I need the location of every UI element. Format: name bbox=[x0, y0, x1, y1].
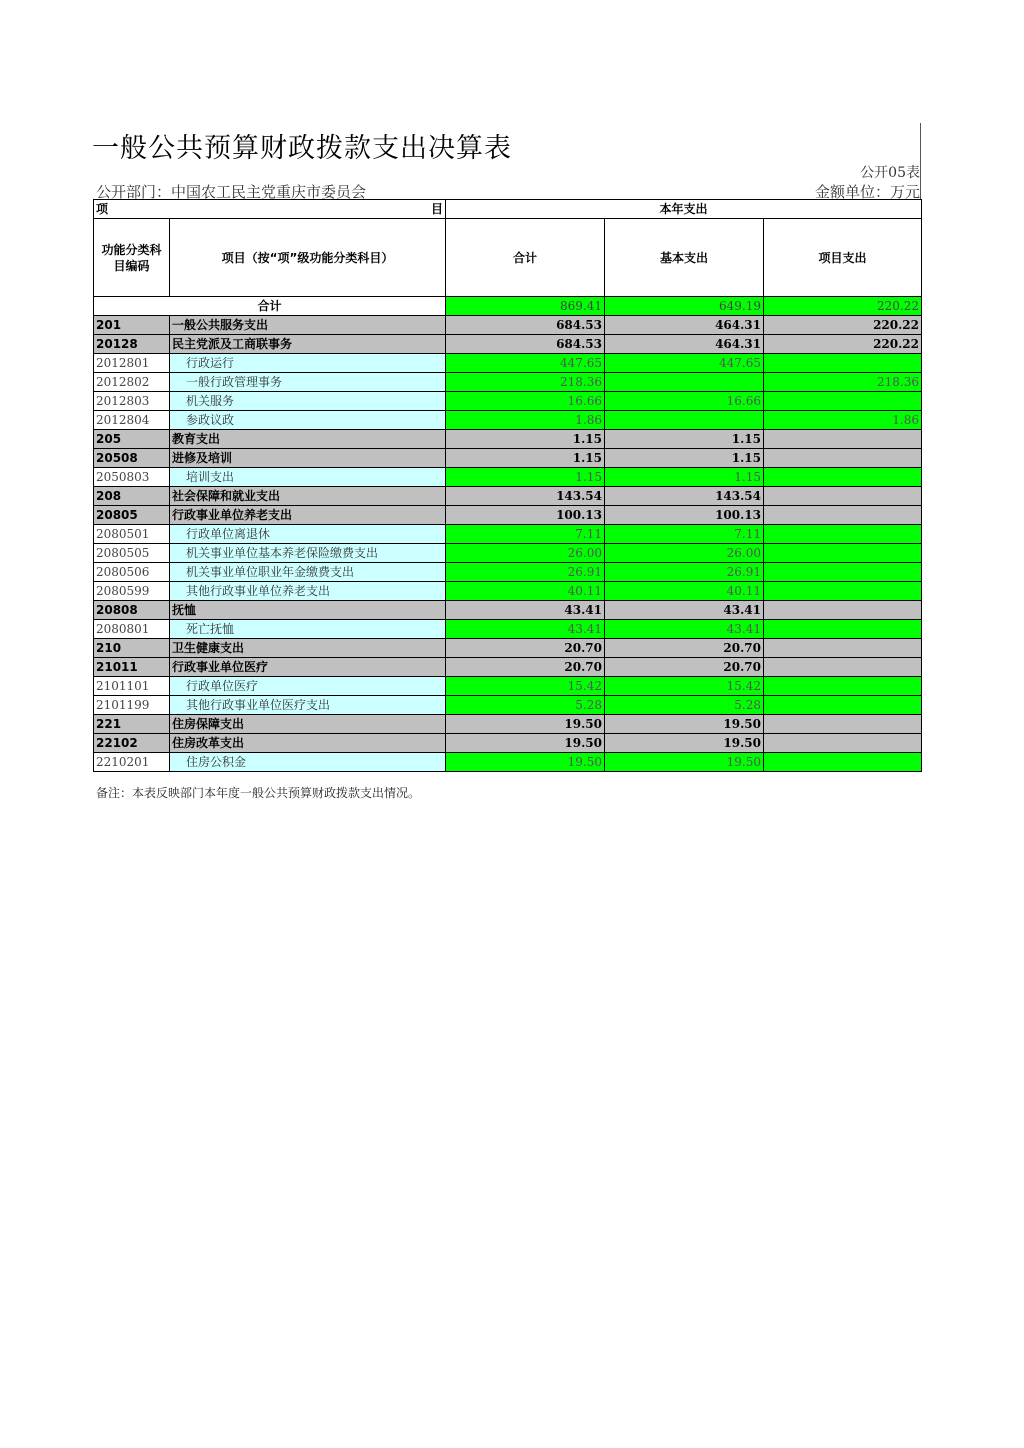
code-cell: 201 bbox=[94, 316, 170, 335]
total-row bbox=[94, 297, 922, 316]
basic-cell: 15.42 bbox=[605, 677, 764, 696]
table-row bbox=[94, 506, 922, 525]
total-cell: 20.70 bbox=[446, 639, 605, 658]
project-cell bbox=[764, 715, 922, 734]
project-cell bbox=[764, 582, 922, 601]
item-header-left: 项 bbox=[96, 202, 109, 216]
total-cell: 19.50 bbox=[446, 715, 605, 734]
basic-cell: 19.50 bbox=[605, 753, 764, 772]
project-cell bbox=[764, 753, 922, 772]
name-cell: 参政议政 bbox=[170, 411, 446, 430]
code-cell: 20508 bbox=[94, 449, 170, 468]
table-row bbox=[94, 354, 922, 373]
basic-cell: 43.41 bbox=[605, 601, 764, 620]
table-body bbox=[94, 297, 922, 772]
project-cell: 218.36 bbox=[764, 373, 922, 392]
code-cell: 2012803 bbox=[94, 392, 170, 411]
basic-cell: 7.11 bbox=[605, 525, 764, 544]
code-cell: 2050803 bbox=[94, 468, 170, 487]
name-cell: 其他行政事业单位医疗支出 bbox=[170, 696, 446, 715]
project-cell bbox=[764, 601, 922, 620]
total-cell: 100.13 bbox=[446, 506, 605, 525]
basic-cell: 20.70 bbox=[605, 658, 764, 677]
table-row bbox=[94, 392, 922, 411]
name-cell: 社会保障和就业支出 bbox=[170, 487, 446, 506]
total-label: 合计 bbox=[94, 297, 446, 316]
total-basic-cell: 649.19 bbox=[605, 297, 764, 316]
page-title: 一般公共预算财政拨款支出决算表 bbox=[92, 133, 512, 164]
right-border-line bbox=[920, 123, 921, 199]
basic-cell: 26.91 bbox=[605, 563, 764, 582]
table-row bbox=[94, 373, 922, 392]
table-row bbox=[94, 582, 922, 601]
year-expense-header: 本年支出 bbox=[446, 200, 922, 219]
code-cell: 2012801 bbox=[94, 354, 170, 373]
code-cell: 2012802 bbox=[94, 373, 170, 392]
basic-column-header: 基本支出 bbox=[605, 219, 764, 297]
basic-cell: 100.13 bbox=[605, 506, 764, 525]
code-cell: 221 bbox=[94, 715, 170, 734]
table-row bbox=[94, 658, 922, 677]
basic-cell: 43.41 bbox=[605, 620, 764, 639]
project-cell bbox=[764, 468, 922, 487]
project-cell bbox=[764, 354, 922, 373]
name-cell: 教育支出 bbox=[170, 430, 446, 449]
total-cell: 15.42 bbox=[446, 677, 605, 696]
total-cell: 43.41 bbox=[446, 601, 605, 620]
table-row bbox=[94, 449, 922, 468]
project-column-header: 项目支出 bbox=[764, 219, 922, 297]
code-column-header: 功能分类科目编码 bbox=[94, 219, 170, 297]
name-cell: 机关服务 bbox=[170, 392, 446, 411]
code-cell: 2101199 bbox=[94, 696, 170, 715]
code-cell: 2012804 bbox=[94, 411, 170, 430]
code-cell: 210 bbox=[94, 639, 170, 658]
total-cell: 1.15 bbox=[446, 430, 605, 449]
total-cell: 143.54 bbox=[446, 487, 605, 506]
project-cell bbox=[764, 449, 922, 468]
table-row bbox=[94, 696, 922, 715]
table-row bbox=[94, 734, 922, 753]
code-cell: 205 bbox=[94, 430, 170, 449]
code-cell: 2101101 bbox=[94, 677, 170, 696]
project-cell: 1.86 bbox=[764, 411, 922, 430]
basic-cell bbox=[605, 411, 764, 430]
code-cell: 20808 bbox=[94, 601, 170, 620]
name-cell: 进修及培训 bbox=[170, 449, 446, 468]
name-cell: 行政事业单位养老支出 bbox=[170, 506, 446, 525]
total-cell: 16.66 bbox=[446, 392, 605, 411]
table-row bbox=[94, 411, 922, 430]
name-cell: 行政事业单位医疗 bbox=[170, 658, 446, 677]
code-cell: 2080506 bbox=[94, 563, 170, 582]
header-row-1 bbox=[94, 200, 922, 219]
project-cell bbox=[764, 544, 922, 563]
table-row bbox=[94, 601, 922, 620]
code-cell: 2080599 bbox=[94, 582, 170, 601]
basic-cell: 143.54 bbox=[605, 487, 764, 506]
name-cell: 一般公共服务支出 bbox=[170, 316, 446, 335]
table-row bbox=[94, 753, 922, 772]
name-cell: 行政单位离退休 bbox=[170, 525, 446, 544]
basic-cell: 16.66 bbox=[605, 392, 764, 411]
table-row bbox=[94, 316, 922, 335]
total-cell: 1.86 bbox=[446, 411, 605, 430]
project-cell bbox=[764, 658, 922, 677]
project-cell bbox=[764, 677, 922, 696]
name-cell: 民主党派及工商联事务 bbox=[170, 335, 446, 354]
basic-cell bbox=[605, 373, 764, 392]
table-number: 公开05表 bbox=[860, 165, 920, 181]
code-cell: 2080505 bbox=[94, 544, 170, 563]
basic-cell: 20.70 bbox=[605, 639, 764, 658]
table-row bbox=[94, 563, 922, 582]
basic-cell: 1.15 bbox=[605, 430, 764, 449]
name-cell: 抚恤 bbox=[170, 601, 446, 620]
basic-cell: 1.15 bbox=[605, 468, 764, 487]
name-cell: 行政运行 bbox=[170, 354, 446, 373]
total-project-cell: 220.22 bbox=[764, 297, 922, 316]
table-row bbox=[94, 430, 922, 449]
name-cell: 住房保障支出 bbox=[170, 715, 446, 734]
department-label: 公开部门：中国农工民主党重庆市委员会 bbox=[96, 183, 367, 201]
basic-cell: 1.15 bbox=[605, 449, 764, 468]
footnote: 备注：本表反映部门本年度一般公共预算财政拨款支出情况。 bbox=[96, 786, 421, 800]
total-cell: 20.70 bbox=[446, 658, 605, 677]
project-cell: 220.22 bbox=[764, 335, 922, 354]
name-cell: 死亡抚恤 bbox=[170, 620, 446, 639]
total-cell: 684.53 bbox=[446, 316, 605, 335]
basic-cell: 447.65 bbox=[605, 354, 764, 373]
total-cell: 218.36 bbox=[446, 373, 605, 392]
project-cell bbox=[764, 620, 922, 639]
code-cell: 208 bbox=[94, 487, 170, 506]
unit-label: 金额单位：万元 bbox=[814, 183, 920, 201]
table-row bbox=[94, 544, 922, 563]
total-cell: 19.50 bbox=[446, 753, 605, 772]
code-cell: 20805 bbox=[94, 506, 170, 525]
total-cell: 1.15 bbox=[446, 468, 605, 487]
total-cell: 19.50 bbox=[446, 734, 605, 753]
total-column-header: 合计 bbox=[446, 219, 605, 297]
code-cell: 2210201 bbox=[94, 753, 170, 772]
item-header-right: 目 bbox=[430, 202, 443, 216]
total-cell: 26.91 bbox=[446, 563, 605, 582]
table-row bbox=[94, 335, 922, 354]
total-cell: 1.15 bbox=[446, 449, 605, 468]
total-cell: 7.11 bbox=[446, 525, 605, 544]
project-cell: 220.22 bbox=[764, 316, 922, 335]
table-row bbox=[94, 677, 922, 696]
name-column-header: 项目（按“项”级功能分类科目） bbox=[170, 219, 446, 297]
name-cell: 一般行政管理事务 bbox=[170, 373, 446, 392]
project-cell bbox=[764, 525, 922, 544]
basic-cell: 464.31 bbox=[605, 316, 764, 335]
header-row-2 bbox=[94, 219, 922, 297]
basic-cell: 40.11 bbox=[605, 582, 764, 601]
name-cell: 其他行政事业单位养老支出 bbox=[170, 582, 446, 601]
name-cell: 机关事业单位基本养老保险缴费支出 bbox=[170, 544, 446, 563]
code-cell: 2080501 bbox=[94, 525, 170, 544]
project-cell bbox=[764, 734, 922, 753]
name-cell: 住房改革支出 bbox=[170, 734, 446, 753]
code-cell: 22102 bbox=[94, 734, 170, 753]
basic-cell: 19.50 bbox=[605, 715, 764, 734]
table-row bbox=[94, 639, 922, 658]
name-cell: 机关事业单位职业年金缴费支出 bbox=[170, 563, 446, 582]
table-row bbox=[94, 525, 922, 544]
project-cell bbox=[764, 563, 922, 582]
code-cell: 21011 bbox=[94, 658, 170, 677]
name-cell: 卫生健康支出 bbox=[170, 639, 446, 658]
project-cell bbox=[764, 392, 922, 411]
total-cell: 26.00 bbox=[446, 544, 605, 563]
project-cell bbox=[764, 696, 922, 715]
total-total-cell: 869.41 bbox=[446, 297, 605, 316]
table-row bbox=[94, 468, 922, 487]
basic-cell: 26.00 bbox=[605, 544, 764, 563]
project-cell bbox=[764, 639, 922, 658]
name-cell: 培训支出 bbox=[170, 468, 446, 487]
basic-cell: 5.28 bbox=[605, 696, 764, 715]
code-cell: 2080801 bbox=[94, 620, 170, 639]
table-row bbox=[94, 715, 922, 734]
project-cell bbox=[764, 487, 922, 506]
project-cell bbox=[764, 506, 922, 525]
item-header-cell bbox=[94, 200, 446, 219]
total-cell: 43.41 bbox=[446, 620, 605, 639]
expenditure-table bbox=[93, 199, 922, 772]
basic-cell: 19.50 bbox=[605, 734, 764, 753]
table-row bbox=[94, 620, 922, 639]
total-cell: 40.11 bbox=[446, 582, 605, 601]
name-cell: 行政单位医疗 bbox=[170, 677, 446, 696]
total-cell: 684.53 bbox=[446, 335, 605, 354]
basic-cell: 464.31 bbox=[605, 335, 764, 354]
table-row bbox=[94, 487, 922, 506]
project-cell bbox=[764, 430, 922, 449]
total-cell: 5.28 bbox=[446, 696, 605, 715]
code-cell: 20128 bbox=[94, 335, 170, 354]
total-cell: 447.65 bbox=[446, 354, 605, 373]
name-cell: 住房公积金 bbox=[170, 753, 446, 772]
